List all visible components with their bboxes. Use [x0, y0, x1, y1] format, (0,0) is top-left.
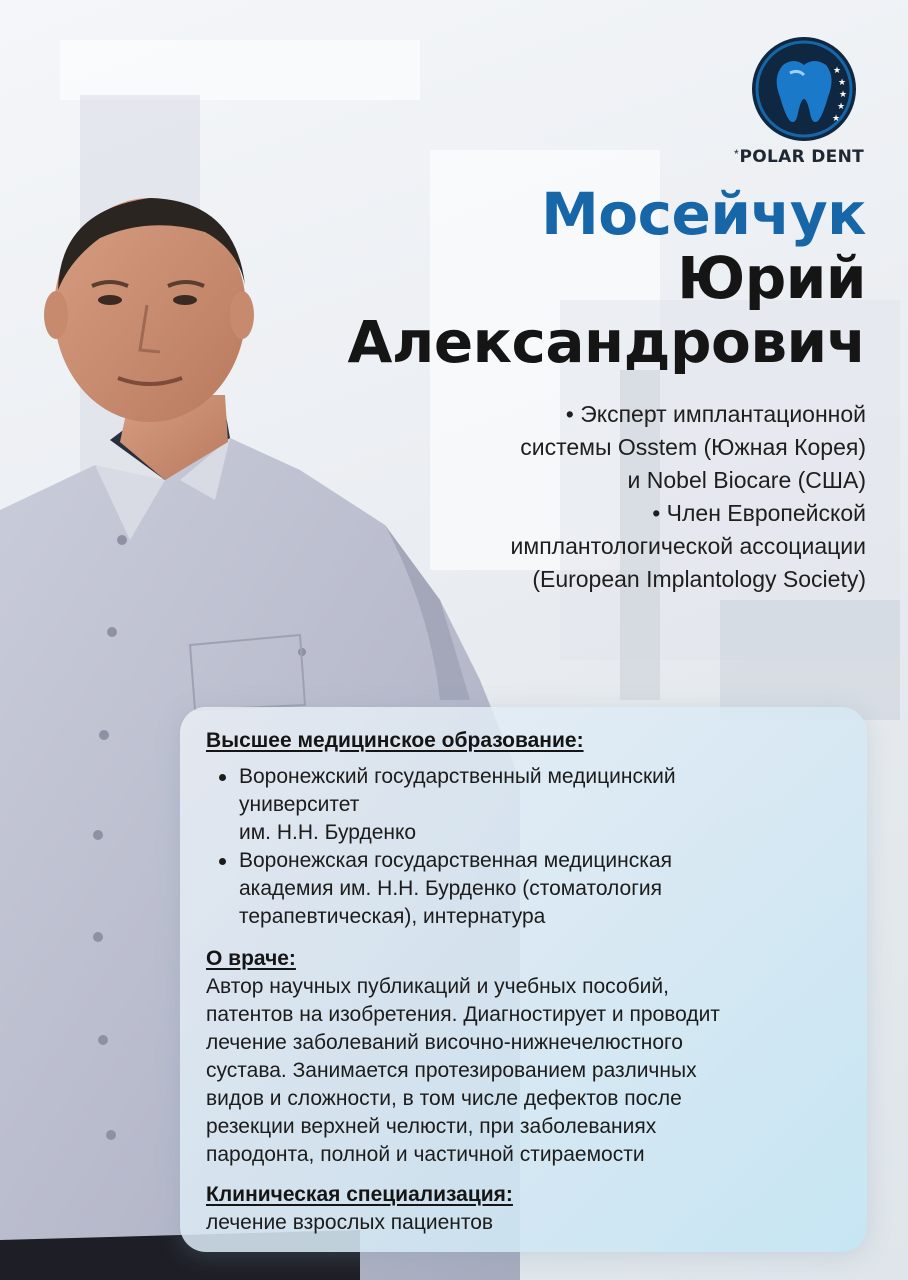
doctor-patronymic: Александрович: [347, 308, 866, 376]
about-line: Автор научных публикаций и учебных пособий,: [206, 975, 669, 998]
brand-name: POLAR DENT: [739, 147, 864, 167]
credential-line: и Nobel Biocare (США): [627, 467, 866, 493]
credential-line: • Член Европейской: [652, 500, 866, 526]
doctor-name: [347, 182, 866, 374]
about-text: [206, 973, 843, 1169]
doctor-surname: Мосейчук: [541, 180, 866, 248]
education-heading: Высшее медицинское образование:: [206, 729, 584, 752]
about-line: резекции верхней челюсти, при заболеваниях: [206, 1115, 657, 1138]
doctor-credentials: [511, 398, 866, 596]
education-line: терапевтическая), интернатура: [239, 905, 546, 928]
education-line: академия им. Н.Н. Бурденко (стоматология: [239, 877, 662, 900]
svg-text:★: ★: [837, 102, 846, 112]
about-heading: О враче:: [206, 947, 296, 970]
education-line: Воронежская государственная медицинская: [239, 849, 672, 872]
svg-text:★: ★: [833, 66, 842, 76]
about-line: пародонта, полной и частичной стираемости: [206, 1143, 645, 1166]
education-line: Воронежский государственный медицинский: [239, 765, 676, 788]
svg-text:★: ★: [838, 78, 847, 88]
credential-line: (European Implantology Society): [532, 566, 866, 592]
polar-dent-logo: [732, 35, 872, 175]
specialization-text: [206, 1209, 843, 1237]
specialization-heading: Клиническая специализация:: [206, 1183, 513, 1206]
about-line: патентов на изобретения. Диагностирует и проводит: [206, 1003, 720, 1026]
about-line: сустава. Занимается протезированием различных: [206, 1059, 697, 1082]
education-list: [206, 763, 843, 931]
education-item: [206, 763, 843, 847]
svg-text:★: ★: [832, 114, 841, 124]
logo-star: *: [734, 147, 739, 161]
doctor-first-name: Юрий: [677, 244, 866, 312]
education-line: университет: [239, 793, 360, 816]
education-line: им. Н.Н. Бурденко: [239, 821, 417, 844]
education-item: [206, 847, 843, 931]
about-line: видов и сложности, в том числе дефектов после: [206, 1087, 682, 1110]
specialization-line: лечение взрослых пациентов: [206, 1211, 494, 1234]
credential-line: имплантологической ассоциации: [510, 533, 866, 559]
svg-text:★: ★: [839, 90, 848, 100]
tooth-icon: [750, 35, 858, 143]
about-line: лечение заболеваний височно-нижнечелюстного: [206, 1031, 683, 1054]
info-card: [180, 707, 867, 1252]
credential-line: системы Osstem (Южная Корея): [520, 434, 866, 460]
credential-line: • Эксперт имплантационной: [565, 401, 866, 427]
